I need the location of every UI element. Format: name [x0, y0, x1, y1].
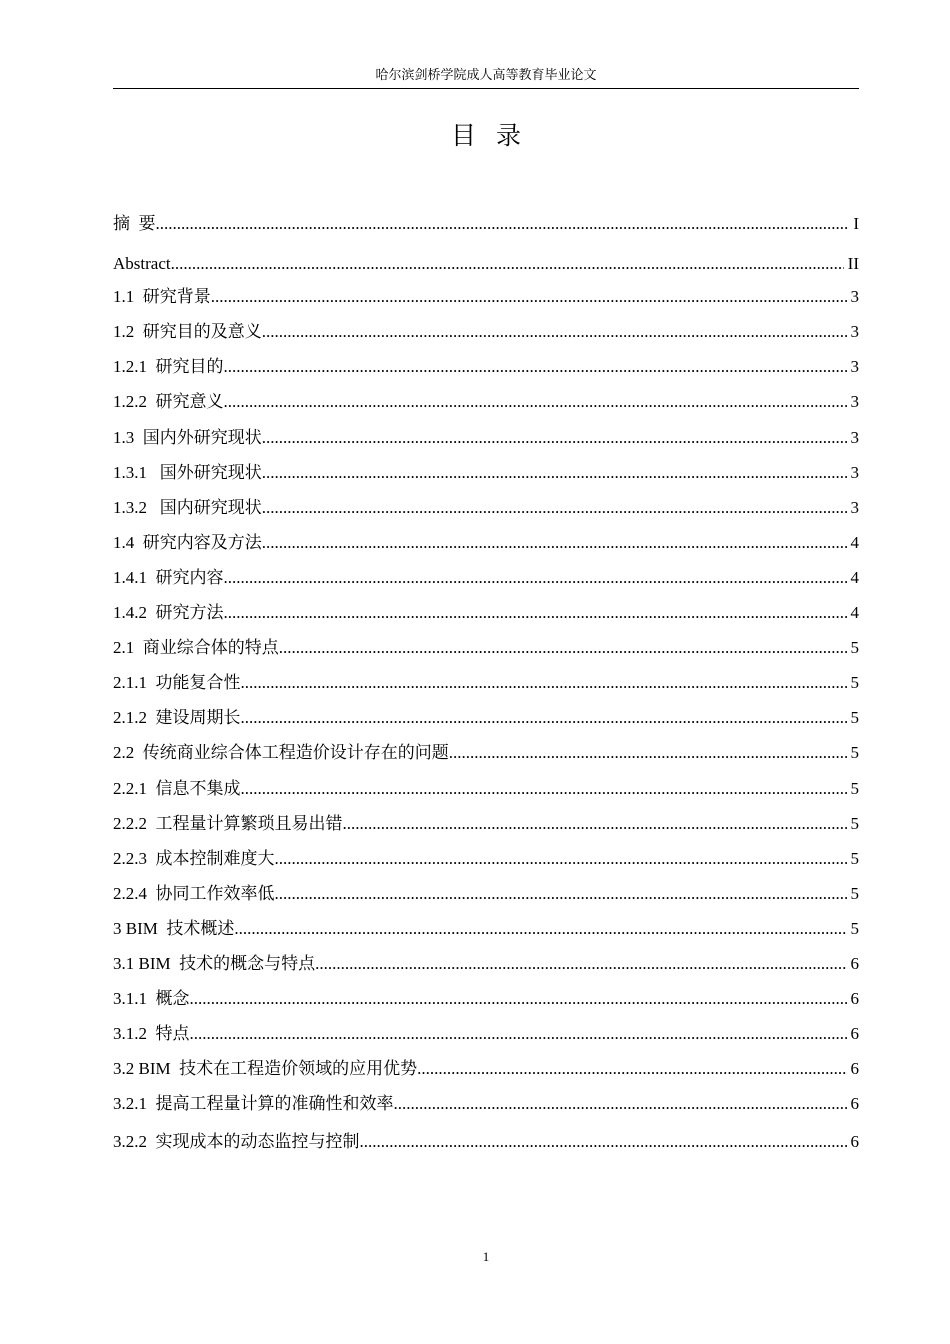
- toc-entry[interactable]: [113, 1129, 859, 1155]
- toc-entry-page: 6: [850, 989, 859, 1008]
- toc-entry-page: 5: [850, 884, 859, 903]
- toc-dot-leader: [449, 740, 847, 766]
- toc-entry-page: II: [847, 254, 859, 273]
- toc-dot-leader: [241, 705, 847, 731]
- toc-entry[interactable]: [113, 354, 859, 380]
- toc-entry-label: 2.2.1 信息不集成: [113, 779, 241, 798]
- toc-entry[interactable]: [113, 460, 859, 486]
- toc-dot-leader: [275, 881, 847, 907]
- toc-entry[interactable]: [113, 600, 859, 626]
- toc-dot-leader: [211, 284, 847, 310]
- toc-entry[interactable]: [113, 565, 859, 591]
- toc-dot-leader: [279, 635, 847, 661]
- toc-entry-page: 4: [850, 603, 859, 622]
- toc-entry-label: 2.1.1 功能复合性: [113, 673, 241, 692]
- toc-entry[interactable]: [113, 635, 859, 661]
- toc-entry-page: 5: [850, 638, 859, 657]
- toc-entry[interactable]: [113, 425, 859, 451]
- toc-dot-leader: [156, 211, 850, 237]
- toc-entry-page: 3: [850, 392, 859, 411]
- toc-entry[interactable]: [113, 319, 859, 345]
- toc-entry-page: 5: [850, 814, 859, 833]
- toc-entry-label: 2.2 传统商业综合体工程造价设计存在的问题: [113, 743, 449, 762]
- toc-entry-page: I: [853, 214, 859, 233]
- toc-entry-page: 6: [850, 1132, 859, 1151]
- toc-dot-leader: [241, 670, 847, 696]
- toc-entry[interactable]: [113, 530, 859, 556]
- toc-entry-page: 3: [850, 357, 859, 376]
- toc-entry[interactable]: [113, 881, 859, 907]
- toc-entry[interactable]: [113, 740, 859, 766]
- toc-dot-leader: [262, 530, 847, 556]
- toc-dot-leader: [241, 776, 847, 802]
- toc-dot-leader: [224, 600, 847, 626]
- toc-dot-leader: [224, 354, 847, 380]
- toc-entry-label: 2.2.3 成本控制难度大: [113, 849, 275, 868]
- toc-dot-leader: [275, 846, 847, 872]
- toc-entry-page: 3: [850, 322, 859, 341]
- toc-entry-label: 1.3.2 国内研究现状: [113, 498, 262, 517]
- toc-dot-leader: [315, 951, 846, 977]
- toc-entry[interactable]: [113, 670, 859, 696]
- toc-entry-page: 6: [850, 954, 859, 973]
- toc-entry-page: 5: [850, 673, 859, 692]
- page-number: 1: [482, 1249, 490, 1264]
- toc-entry-page: 6: [850, 1094, 859, 1113]
- toc-entry-label: 3.1.1 概念: [113, 989, 190, 1008]
- toc-entry-page: 5: [850, 708, 859, 727]
- toc-entry-label: 摘 要: [113, 214, 156, 233]
- toc-entry-label: 1.2.1 研究目的: [113, 357, 224, 376]
- toc-entry[interactable]: [113, 1056, 859, 1082]
- page-title: 目录: [450, 123, 541, 150]
- toc-entry[interactable]: [113, 986, 859, 1012]
- toc-dot-leader: [190, 1021, 847, 1047]
- toc-entry-label: 3.1.2 特点: [113, 1024, 190, 1043]
- toc-entry-page: 4: [850, 568, 859, 587]
- toc-entry-label: 1.1 研究背景: [113, 287, 211, 306]
- toc-dot-leader: [224, 389, 847, 415]
- toc-entry-label: 1.4.1 研究内容: [113, 568, 224, 587]
- toc-entry-label: 2.2.2 工程量计算繁琐且易出错: [113, 814, 343, 833]
- toc-entry[interactable]: [113, 211, 859, 237]
- toc-entry-page: 6: [850, 1059, 859, 1078]
- toc-dot-leader: [262, 319, 847, 345]
- toc-entry-label: Abstract: [113, 254, 171, 273]
- toc-entry[interactable]: [113, 251, 859, 277]
- toc-entry[interactable]: [113, 284, 859, 310]
- toc-entry-page: 4: [850, 533, 859, 552]
- toc-entry[interactable]: [113, 916, 859, 942]
- toc-entry-label: 1.4 研究内容及方法: [113, 533, 262, 552]
- toc-entry-page: 6: [850, 1024, 859, 1043]
- toc-entry[interactable]: [113, 389, 859, 415]
- toc-dot-leader: [262, 495, 847, 521]
- toc-entry-label: 3.2 BIM 技术在工程造价领域的应用优势: [113, 1059, 418, 1078]
- toc-entry-page: 5: [850, 743, 859, 762]
- toc-dot-leader: [417, 1056, 846, 1082]
- toc-dot-leader: [343, 811, 847, 837]
- toc-entry-label: 3.2.2 实现成本的动态监控与控制: [113, 1132, 360, 1151]
- toc-entry[interactable]: [113, 846, 859, 872]
- toc-dot-leader: [171, 251, 844, 277]
- toc-entry-label: 1.4.2 研究方法: [113, 603, 224, 622]
- toc-entry-label: 2.2.4 协同工作效率低: [113, 884, 275, 903]
- toc-entry-label: 3.2.1 提高工程量计算的准确性和效率: [113, 1094, 394, 1113]
- toc-entry[interactable]: [113, 495, 859, 521]
- toc-entry-label: 3.1 BIM 技术的概念与特点: [113, 954, 316, 973]
- toc-entry-page: 5: [850, 919, 859, 938]
- toc-entry-label: 1.3.1 国外研究现状: [113, 463, 262, 482]
- toc-entry-page: 3: [850, 463, 859, 482]
- toc-dot-leader: [190, 986, 847, 1012]
- toc-dot-leader: [262, 425, 847, 451]
- toc-dot-leader: [262, 460, 847, 486]
- toc-entry-page: 5: [850, 779, 859, 798]
- toc-dot-leader: [234, 916, 846, 942]
- toc-entry-label: 1.2 研究目的及意义: [113, 322, 262, 341]
- toc-entry-page: 3: [850, 428, 859, 447]
- toc-entry-page: 3: [850, 498, 859, 517]
- toc-entry-label: 1.3 国内外研究现状: [113, 428, 262, 447]
- toc-entry-label: 3 BIM 技术概述: [113, 919, 235, 938]
- toc-entry[interactable]: [113, 1021, 859, 1047]
- toc-entry-label: 2.1 商业综合体的特点: [113, 638, 279, 657]
- page-header-title: 哈尔滨剑桥学院成人高等教育毕业论文: [375, 67, 597, 82]
- toc-entry[interactable]: [113, 776, 859, 802]
- toc-entry-page: 5: [850, 849, 859, 868]
- toc-entry[interactable]: [113, 1091, 859, 1117]
- toc-dot-leader: [360, 1129, 847, 1155]
- toc-entry[interactable]: [113, 811, 859, 837]
- toc-entry[interactable]: [113, 705, 859, 731]
- toc-entry-page: 3: [850, 287, 859, 306]
- toc-dot-leader: [224, 565, 847, 591]
- toc-entry-label: 1.2.2 研究意义: [113, 392, 224, 411]
- toc-dot-leader: [394, 1091, 847, 1117]
- toc-entry[interactable]: [113, 951, 859, 977]
- toc-entry-label: 2.1.2 建设周期长: [113, 708, 241, 727]
- header-rule: [113, 88, 859, 89]
